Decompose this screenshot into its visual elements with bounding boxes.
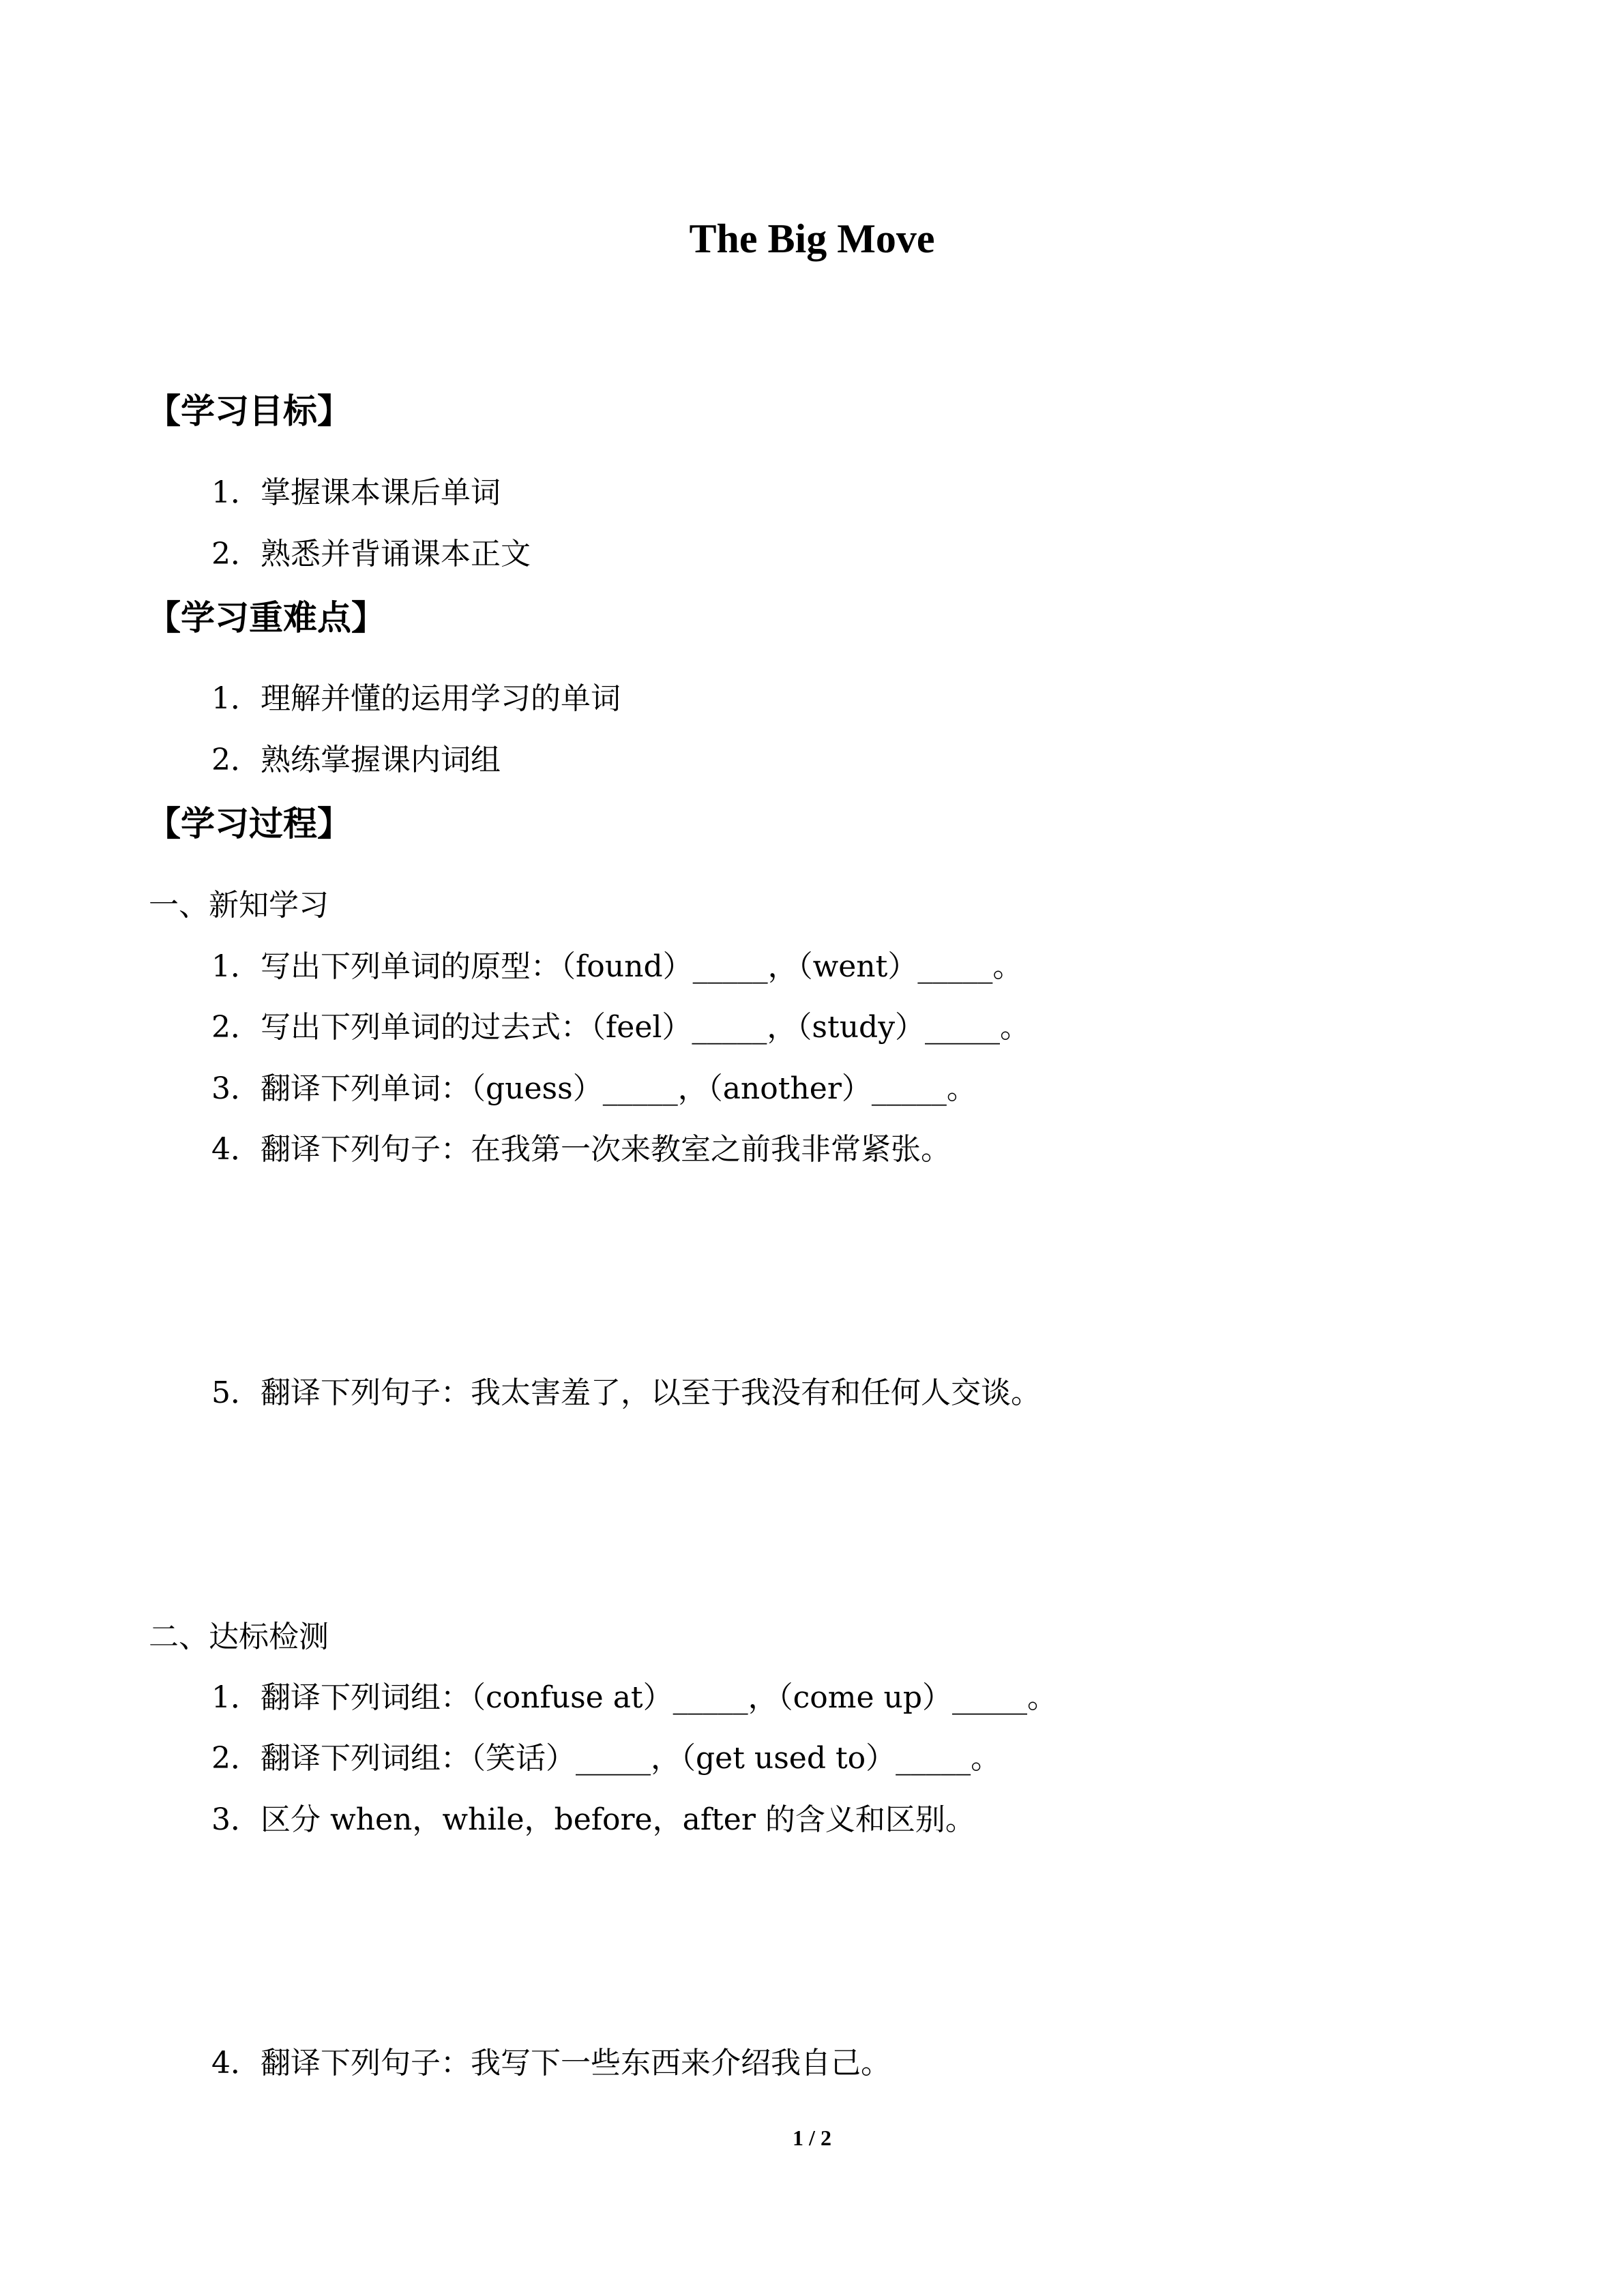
- key-point-item-2: 2．熟练掌握课内词组: [211, 743, 501, 777]
- objective-item-1: 1．掌握课本课后单词: [211, 475, 501, 510]
- exercise-item-1-1: 1．写出下列单词的原型：（found）_____，（went）_____。: [211, 949, 1023, 984]
- key-point-item-1: 1．理解并懂的运用学习的单词: [211, 681, 621, 716]
- exercise-item-1-3: 3．翻译下列单词：（guess）_____，（another）_____。: [211, 1071, 977, 1106]
- exercise-item-1-2: 2．写出下列单词的过去式：（feel）_____，（study）_____。: [211, 1010, 1031, 1045]
- page-title: The Big Move: [689, 216, 935, 261]
- exercise-item-1-5: 5．翻译下列句子：我太害羞了，以至于我没有和任何人交谈。: [211, 1375, 1041, 1410]
- section-heading-key-points: 【学习重难点】: [147, 598, 385, 638]
- exercise-item-2-2: 2．翻译下列词组：（笑话）_____，（get used to）_____。: [211, 1741, 1001, 1776]
- section-heading-process: 【学习过程】: [147, 804, 351, 844]
- exercise-item-1-4: 4．翻译下列句子：在我第一次来教室之前我非常紧张。: [211, 1132, 951, 1167]
- exercise-item-2-1: 1．翻译下列词组：（confuse at）_____，（come up）_____。: [211, 1680, 1057, 1715]
- exercise-item-2-3: 3．区分 when，while，before，after 的含义和区别。: [211, 1802, 975, 1837]
- exercise-item-2-4: 4．翻译下列句子：我写下一些东西来介绍我自己。: [211, 2046, 891, 2081]
- subsection-title-new-knowledge: 一、新知学习: [149, 888, 329, 923]
- section-heading-objectives: 【学习目标】: [147, 391, 351, 431]
- subsection-title-assessment: 二、达标检测: [149, 1620, 329, 1654]
- objective-item-2: 2．熟悉并背诵课本正文: [211, 537, 531, 571]
- page-number: 1 / 2: [793, 2126, 831, 2150]
